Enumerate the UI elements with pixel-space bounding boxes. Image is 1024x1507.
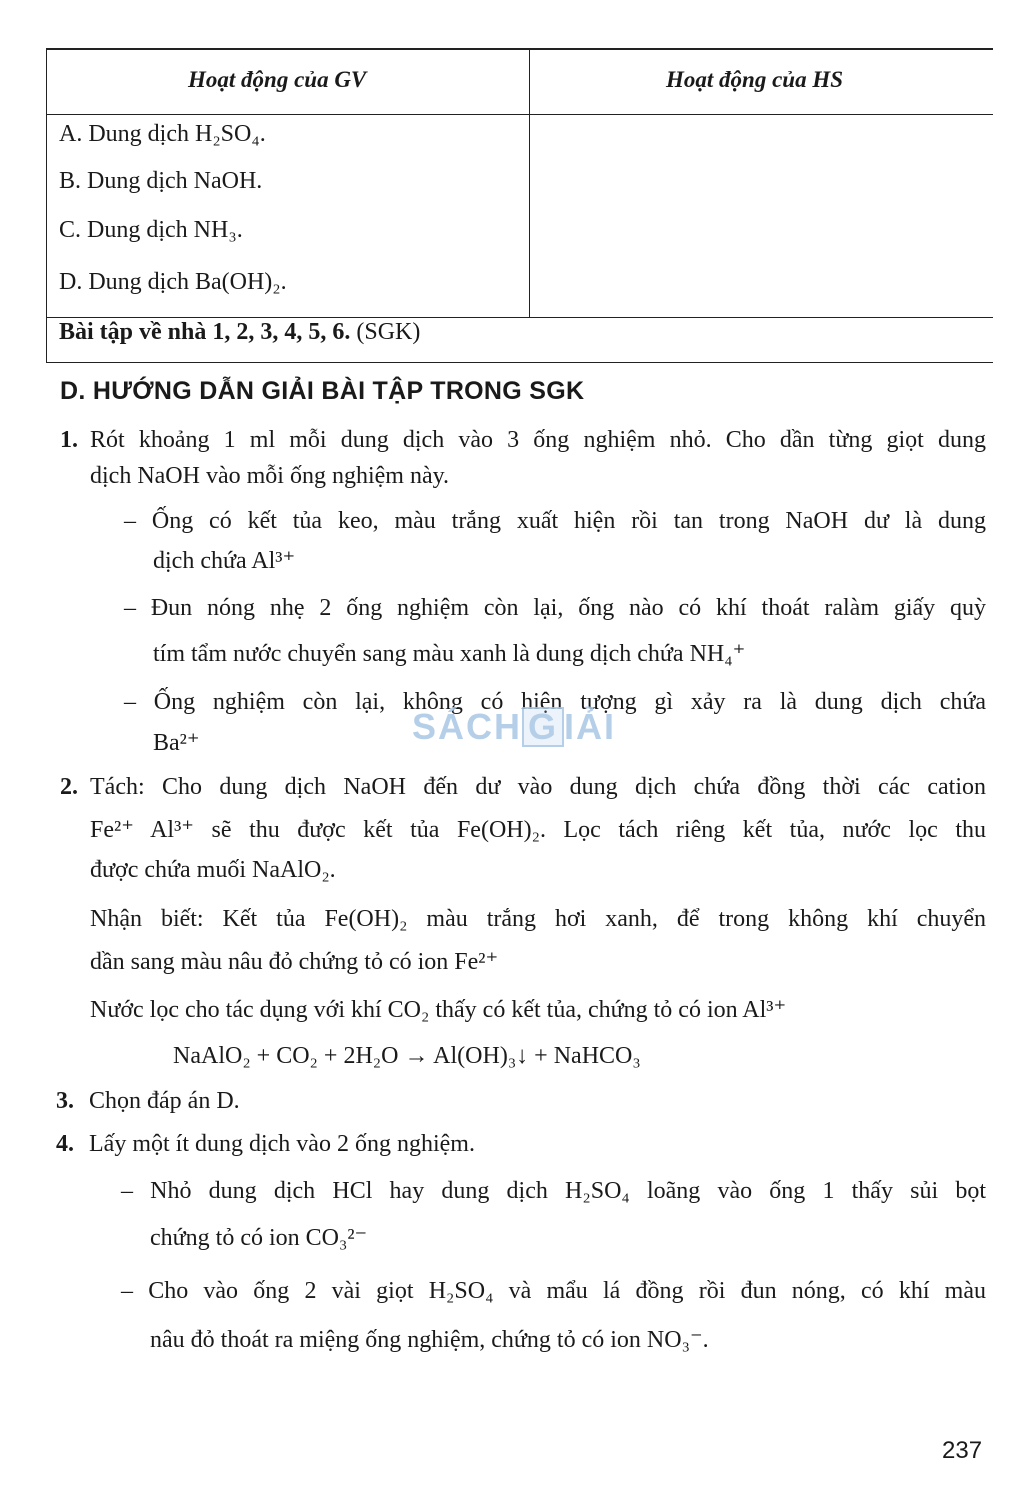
item4-line: Lấy một ít dung dịch vào 2 ống nghiệm.	[89, 1131, 475, 1157]
item1-bullet1-cont: dịch chứa Al³⁺	[153, 548, 296, 574]
homework-line	[59, 319, 420, 346]
item1-bullet3-cont: Ba²⁺	[153, 730, 200, 756]
item4-bullet1-cont: chứng tỏ có ion CO₃²⁻	[150, 1225, 368, 1251]
item2-para2-cont: dần sang màu nâu đỏ chứng tỏ có ion Fe²⁺	[90, 949, 499, 975]
header-student: Hoạt động của HS	[666, 67, 844, 92]
item4-bullet1: – Nhỏ dung dịch HCl hay dung dịch H₂SO₄ loãng vào ống 1 thấy sủi bọt	[121, 1178, 986, 1204]
item-number: 1.	[60, 427, 78, 453]
item2-line: Fe²⁺ Al³⁺ sẽ thu được kết tủa Fe(OH)₂. Lọc tách riêng kết tủa, nước lọc thu	[90, 817, 986, 843]
option-b: B. Dung dịch NaOH.	[59, 168, 263, 194]
item1-line: Rót khoảng 1 ml mỗi dung dịch vào 3 ống nghiệm nhỏ. Cho dần từng giọt dung	[90, 427, 986, 453]
item2-para2: Nhận biết: Kết tủa Fe(OH)₂ màu trắng hơi xanh, để trong không khí chuyển	[90, 906, 986, 932]
option-d: D. Dung dịch Ba(OH)₂.	[59, 269, 287, 295]
item1-bullet1: – Ống có kết tủa keo, màu trắng xuất hiện rồi tan trong NaOH dư là dung	[124, 508, 986, 534]
page-number: 237	[942, 1437, 983, 1464]
item1-bullet2: – Đun nóng nhẹ 2 ống nghiệm còn lại, ống nào có khí thoát ralàm giấy quỳ	[124, 595, 986, 621]
homework-rest: (SGK)	[350, 319, 421, 345]
homework-bold: Bài tập về nhà 1, 2, 3, 4, 5, 6.	[59, 319, 351, 345]
option-c: C. Dung dịch NH₃.	[59, 217, 243, 243]
item1-bullet3: – Ống nghiệm còn lại, không có hiện tượng gì xảy ra là dung dịch chứa	[124, 689, 986, 715]
item1-bullet2-cont: tím tẩm nước chuyển sang màu xanh là dung dịch chứa NH₄⁺	[153, 641, 746, 667]
section-title: D. HƯỚNG DẪN GIẢI BÀI TẬP TRONG SGK	[60, 377, 585, 405]
item2-para3: Nước lọc cho tác dụng với khí CO₂ thấy có kết tủa, chứng tỏ có ion Al³⁺	[90, 997, 787, 1023]
item4-bullet2: – Cho vào ống 2 vài giọt H₂SO₄ và mẩu lá đồng rồi đun nóng, có khí màu	[121, 1278, 986, 1304]
item-number: 2.	[60, 774, 78, 800]
watermark-logo: SÁCH G IẢI	[412, 706, 617, 747]
item2-equation: NaAlO₂ + CO₂ + 2H₂O → Al(OH)₃↓ + NaHCO₃	[173, 1043, 641, 1069]
item-number: 3.	[56, 1088, 74, 1114]
activity-table	[46, 48, 993, 363]
item1-line: dịch NaOH vào mỗi ống nghiệm này.	[90, 463, 450, 489]
item2-line: được chứa muối NaAlO₂.	[90, 857, 336, 883]
option-a: A. Dung dịch H₂SO₄.	[59, 121, 266, 147]
item4-bullet2-cont: nâu đỏ thoát ra miệng ống nghiệm, chứng tỏ có ion NO₃⁻.	[150, 1327, 709, 1353]
item3-line: Chọn đáp án D.	[89, 1088, 240, 1114]
item2-line: Tách: Cho dung dịch NaOH đến dư vào dung dịch chứa đồng thời các cation	[90, 774, 986, 800]
header-teacher: Hoạt động của GV	[188, 67, 367, 92]
item-number: 4.	[56, 1131, 74, 1157]
